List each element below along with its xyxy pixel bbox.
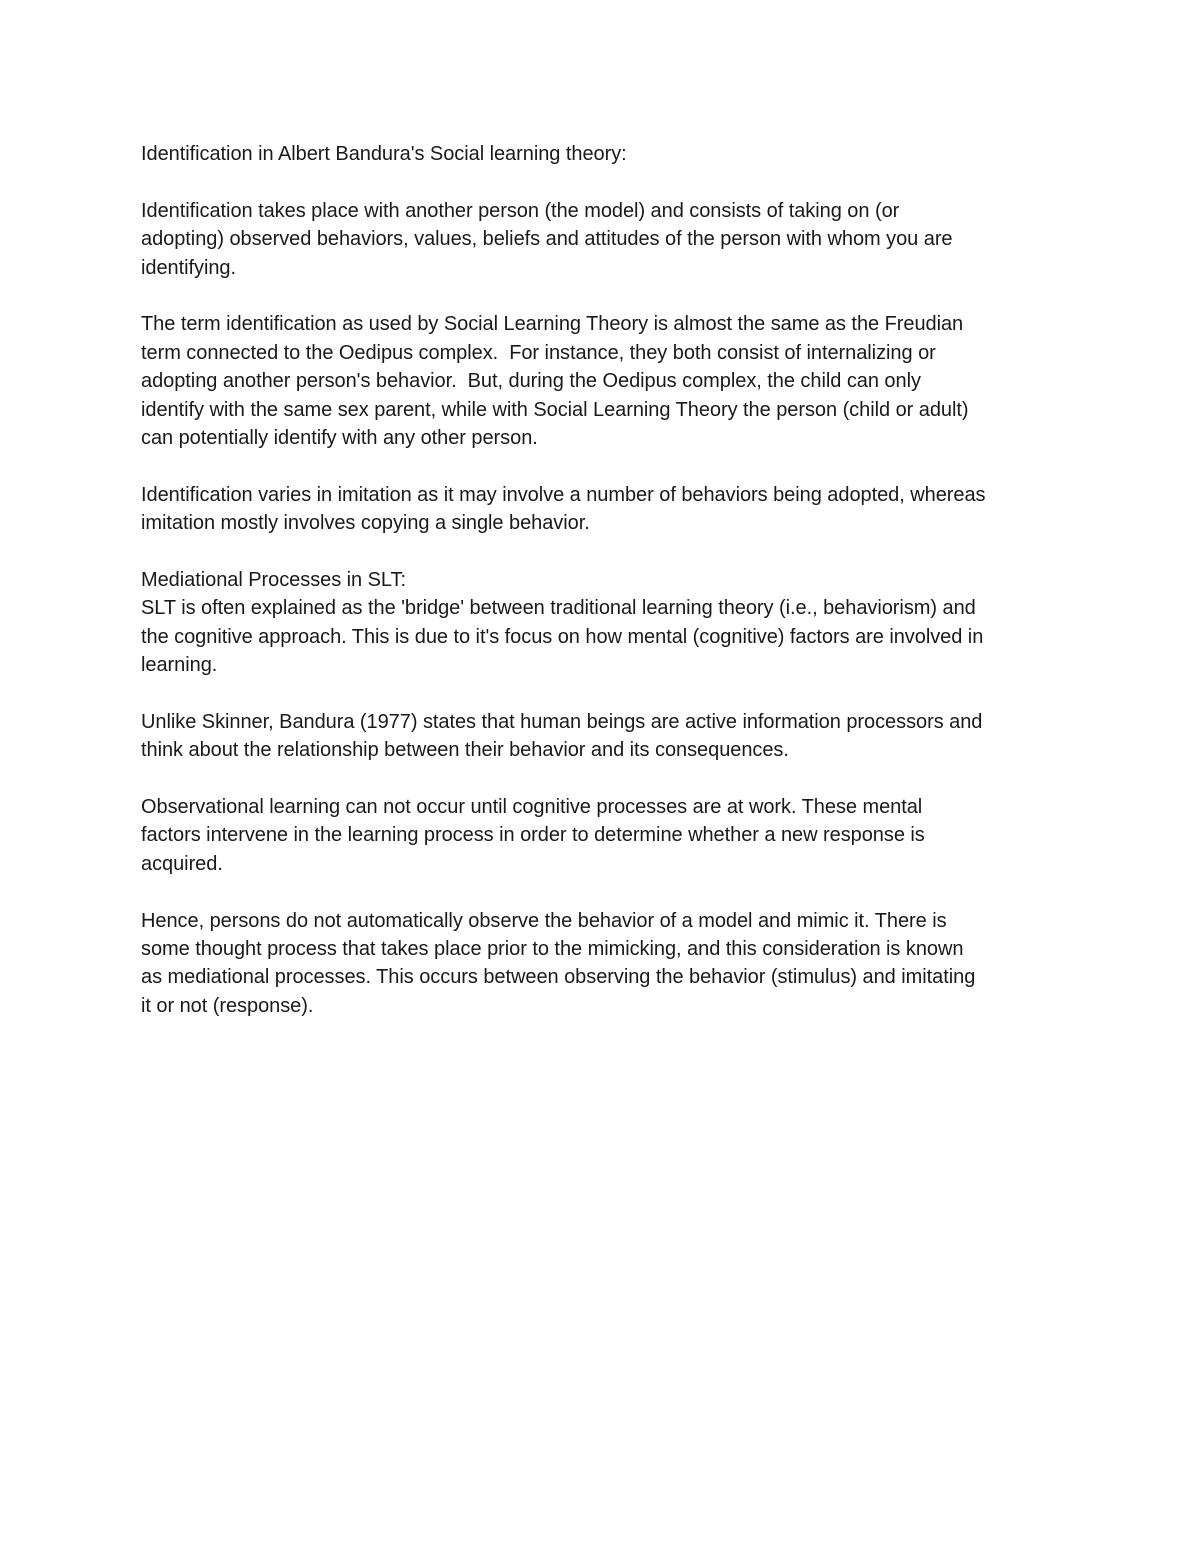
text-line: identify with the same sex parent, while with Social Learning Theory the person (child or adult) — [141, 398, 969, 421]
text-line: term connected to the Oedipus complex. For instance, they both consist of internalizing or — [141, 341, 936, 364]
paragraph-gap — [141, 452, 1076, 480]
text-line: Observational learning can not occur until cognitive processes are at work. These mental — [141, 795, 923, 818]
text-line: can potentially identify with any other person. — [141, 426, 538, 449]
text-line: think about the relationship between their behavior and its consequences. — [141, 739, 789, 762]
paragraph-observational-learning — [141, 793, 1076, 878]
text-line: identifying. — [141, 256, 237, 279]
text-line: as mediational processes. This occurs between observing the behavior (stimulus) and imitating — [141, 966, 976, 989]
paragraph-gap — [141, 168, 1076, 196]
text-line: Hence, persons do not automatically observe the behavior of a model and mimic it. There is — [141, 909, 947, 932]
paragraph-mediational-processes — [141, 566, 1076, 680]
text-line: adopting another person's behavior. But, during the Oedipus complex, the child can only — [141, 370, 921, 393]
paragraph-skinner-bandura — [141, 708, 1076, 765]
text-line: Unlike Skinner, Bandura (1977) states that human beings are active information processors and — [141, 710, 983, 733]
text-line: Identification takes place with another person (the model) and consists of taking on (or — [141, 199, 900, 222]
text-line: Identification varies in imitation as it may involve a number of behaviors being adopted, whereas — [141, 483, 986, 506]
text-line: imitation mostly involves copying a single behavior. — [141, 512, 590, 535]
text-line: factors intervene in the learning process in order to determine whether a new response is — [141, 824, 925, 847]
paragraph-freudian-comparison — [141, 310, 1076, 452]
paragraph-gap — [141, 878, 1076, 906]
text-line: SLT is often explained as the 'bridge' between traditional learning theory (i.e., behaviorism) and — [141, 597, 976, 620]
paragraph-identification-vs-imitation — [141, 481, 1076, 538]
section-heading: Mediational Processes in SLT: — [141, 568, 406, 591]
text-line: some thought process that takes place prior to the mimicking, and this consideration is known — [141, 937, 964, 960]
paragraph-gap — [141, 537, 1076, 565]
text-line: acquired. — [141, 852, 223, 875]
text-line: adopting) observed behaviors, values, beliefs and attitudes of the person with whom you are — [141, 228, 953, 251]
paragraph-gap — [141, 679, 1076, 707]
document-body — [141, 140, 1076, 1020]
paragraph-mimicking — [141, 907, 1076, 1021]
text-line: it or not (response). — [141, 994, 314, 1017]
text-line: learning. — [141, 654, 218, 677]
document-title: Identification in Albert Bandura's Social learning theory: — [141, 143, 627, 165]
paragraph-identification-definition — [141, 197, 1076, 282]
text-line: the cognitive approach. This is due to it's focus on how mental (cognitive) factors are involved in — [141, 625, 984, 648]
paragraph-gap — [141, 282, 1076, 310]
text-line: The term identification as used by Social Learning Theory is almost the same as the Freudian — [141, 313, 964, 336]
paragraph-gap — [141, 765, 1076, 793]
